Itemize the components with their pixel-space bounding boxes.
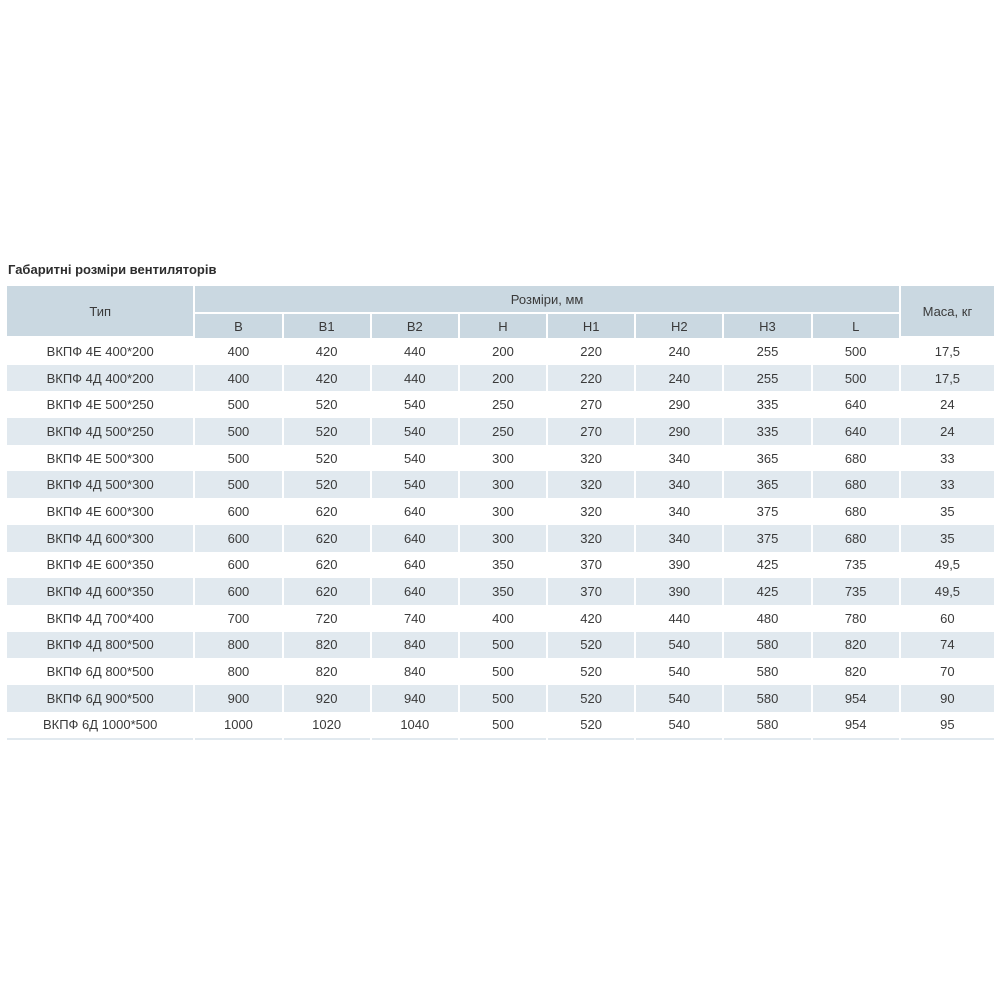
cell-h3: 255 <box>756 343 779 359</box>
cell-h2: 540 <box>636 685 722 712</box>
cell-h: 500 <box>460 712 546 741</box>
table-row <box>7 685 994 712</box>
cell-b2: 540 <box>372 418 458 445</box>
cell-mass: 33 <box>901 471 994 498</box>
cell-type: ВКПФ 4Д 600*300 <box>7 525 193 552</box>
cell-b1: 420 <box>315 343 338 359</box>
cell-h: 250 <box>460 418 546 445</box>
cell-h: 300 <box>492 450 514 466</box>
cell-h1: 520 <box>548 685 634 712</box>
cell-l: 640 <box>813 418 899 445</box>
cell-h: 350 <box>460 578 546 605</box>
cell-l: 820 <box>813 632 899 659</box>
cell-h2: 440 <box>668 610 691 626</box>
table-row <box>7 418 994 445</box>
cell-mass: 90 <box>901 685 994 712</box>
cell-b: 1000 <box>195 712 281 741</box>
cell-h1: 520 <box>580 664 602 680</box>
cell-b: 900 <box>195 685 281 712</box>
cell-l: 500 <box>813 365 899 392</box>
table-row <box>7 658 994 685</box>
cell-h1: 520 <box>548 632 634 659</box>
cell-mass: 70 <box>940 664 955 680</box>
cell-type: ВКПФ 4Д 600*350 <box>7 578 193 605</box>
cell-l: 500 <box>844 343 867 359</box>
cell-mass: 35 <box>940 503 955 519</box>
cell-type: ВКПФ 4Е 500*250 <box>46 397 154 413</box>
cell-h: 300 <box>460 471 546 498</box>
column-header-h2: H2 <box>636 314 722 338</box>
cell-l: 954 <box>813 712 899 741</box>
cell-h3: 580 <box>724 632 810 659</box>
cell-mass: 49,5 <box>934 557 961 573</box>
cell-b2: 1040 <box>372 712 458 741</box>
cell-mass: 74 <box>901 632 994 659</box>
cell-b1: 420 <box>284 365 370 392</box>
cell-b: 600 <box>195 525 281 552</box>
cell-h3: 580 <box>756 664 779 680</box>
cell-b: 700 <box>227 610 250 626</box>
cell-mass: 33 <box>940 450 955 466</box>
cell-b: 600 <box>227 557 250 573</box>
cell-h: 200 <box>492 343 514 359</box>
cell-type: ВКПФ 4Д 400*200 <box>7 365 193 392</box>
cell-h2: 340 <box>668 503 691 519</box>
cell-h1: 320 <box>548 471 634 498</box>
cell-l: 680 <box>813 525 899 552</box>
cell-b: 800 <box>195 632 281 659</box>
cell-h3: 365 <box>756 450 779 466</box>
cell-b: 500 <box>195 418 281 445</box>
fan-dimensions-table <box>5 286 996 740</box>
cell-mass: 24 <box>901 418 994 445</box>
cell-b2: 640 <box>372 578 458 605</box>
cell-type: ВКПФ 6Д 900*500 <box>7 685 193 712</box>
cell-b1: 820 <box>315 664 338 680</box>
cell-h2: 540 <box>668 664 691 680</box>
cell-h2: 540 <box>636 712 722 741</box>
cell-h1: 270 <box>548 418 634 445</box>
cell-b2: 540 <box>403 397 426 413</box>
cell-h3: 480 <box>756 610 779 626</box>
cell-b1: 1020 <box>284 712 370 741</box>
cell-h: 500 <box>460 685 546 712</box>
cell-b2: 640 <box>403 503 426 519</box>
cell-h3: 375 <box>756 503 779 519</box>
cell-b: 400 <box>227 343 250 359</box>
cell-h2: 340 <box>636 471 722 498</box>
cell-b2: 840 <box>372 632 458 659</box>
cell-type: ВКПФ 6Д 800*500 <box>46 664 154 680</box>
cell-b: 600 <box>227 503 250 519</box>
cell-b: 600 <box>195 578 281 605</box>
cell-type: ВКПФ 4Д 500*250 <box>7 418 193 445</box>
column-group-header-dimensions: Розміри, мм <box>195 286 898 314</box>
cell-h3: 255 <box>724 365 810 392</box>
cell-b1: 620 <box>315 557 338 573</box>
cell-b2: 640 <box>372 525 458 552</box>
cell-b1: 720 <box>315 610 338 626</box>
cell-mass: 24 <box>940 397 955 413</box>
cell-h: 350 <box>492 557 514 573</box>
cell-h: 300 <box>492 503 514 519</box>
cell-b2: 440 <box>372 365 458 392</box>
cell-mass: 60 <box>940 610 955 626</box>
cell-b2: 640 <box>403 557 426 573</box>
cell-b2: 940 <box>372 685 458 712</box>
cell-b2: 540 <box>372 471 458 498</box>
cell-l: 680 <box>813 471 899 498</box>
cell-b1: 620 <box>284 578 370 605</box>
cell-h3: 425 <box>756 557 779 573</box>
cell-h: 300 <box>460 525 546 552</box>
cell-b: 500 <box>195 471 281 498</box>
cell-b2: 840 <box>403 664 426 680</box>
cell-type: ВКПФ 4Д 700*400 <box>46 610 154 626</box>
table-row <box>7 445 994 472</box>
table-row <box>7 712 994 741</box>
cell-l: 954 <box>813 685 899 712</box>
cell-h1: 220 <box>548 365 634 392</box>
cell-l: 820 <box>844 664 867 680</box>
table-row <box>7 498 994 525</box>
column-header-type: Тип <box>7 286 193 338</box>
cell-l: 640 <box>844 397 867 413</box>
cell-h: 400 <box>492 610 514 626</box>
table-row <box>7 391 994 418</box>
table-row <box>7 471 994 498</box>
cell-type: ВКПФ 4Д 500*300 <box>7 471 193 498</box>
column-header-mass: Маса, кг <box>901 286 994 338</box>
table-row <box>7 605 994 632</box>
cell-b: 500 <box>227 397 250 413</box>
cell-h1: 370 <box>580 557 602 573</box>
cell-b2: 440 <box>403 343 426 359</box>
cell-h2: 390 <box>636 578 722 605</box>
cell-mass: 35 <box>901 525 994 552</box>
cell-mass: 49,5 <box>901 578 994 605</box>
cell-h1: 320 <box>548 525 634 552</box>
cell-h: 200 <box>460 365 546 392</box>
cell-b1: 520 <box>284 471 370 498</box>
cell-b1: 820 <box>284 632 370 659</box>
cell-b1: 620 <box>315 503 338 519</box>
column-header-l: L <box>813 314 899 338</box>
cell-h1: 320 <box>580 450 602 466</box>
cell-h3: 580 <box>724 712 810 741</box>
cell-h2: 240 <box>668 343 691 359</box>
table-title: Габаритні розміри вентиляторів <box>8 262 217 277</box>
cell-b2: 740 <box>403 610 426 626</box>
cell-l: 735 <box>813 578 899 605</box>
cell-h: 500 <box>492 664 514 680</box>
table-row <box>7 632 994 659</box>
cell-h1: 420 <box>580 610 602 626</box>
column-header-b1: B1 <box>284 314 370 338</box>
cell-h3: 335 <box>724 418 810 445</box>
cell-type: ВКПФ 4Д 800*500 <box>7 632 193 659</box>
column-header-b2: B2 <box>372 314 458 338</box>
cell-h3: 365 <box>724 471 810 498</box>
cell-h1: 220 <box>580 343 602 359</box>
cell-l: 780 <box>844 610 867 626</box>
cell-h1: 520 <box>548 712 634 741</box>
cell-h1: 270 <box>580 397 602 413</box>
column-header-b: B <box>195 314 281 338</box>
cell-h3: 425 <box>724 578 810 605</box>
cell-l: 680 <box>844 450 867 466</box>
cell-h: 250 <box>492 397 514 413</box>
cell-type: ВКПФ 4Е 600*350 <box>46 557 154 573</box>
cell-b1: 520 <box>284 418 370 445</box>
cell-type: ВКПФ 4Е 500*300 <box>46 450 154 466</box>
cell-mass: 17,5 <box>934 343 961 359</box>
cell-b: 400 <box>195 365 281 392</box>
cell-b1: 920 <box>284 685 370 712</box>
table-row <box>7 552 994 579</box>
cell-h2: 390 <box>668 557 691 573</box>
column-header-h3: H3 <box>724 314 810 338</box>
cell-h3: 335 <box>756 397 779 413</box>
cell-h3: 580 <box>724 685 810 712</box>
table-row <box>7 365 994 392</box>
cell-b1: 620 <box>284 525 370 552</box>
cell-h: 500 <box>460 632 546 659</box>
table-row <box>7 338 994 365</box>
cell-h2: 290 <box>636 418 722 445</box>
cell-h1: 370 <box>548 578 634 605</box>
column-header-h: H <box>460 314 546 338</box>
cell-h2: 540 <box>636 632 722 659</box>
cell-b2: 540 <box>403 450 426 466</box>
cell-h3: 375 <box>724 525 810 552</box>
cell-type: ВКПФ 4Е 400*200 <box>46 343 154 359</box>
table-body <box>7 338 994 740</box>
cell-l: 680 <box>844 503 867 519</box>
cell-h2: 240 <box>636 365 722 392</box>
cell-type: ВКПФ 6Д 1000*500 <box>7 712 193 741</box>
table-row <box>7 578 994 605</box>
cell-type: ВКПФ 4Е 600*300 <box>46 503 154 519</box>
cell-b1: 520 <box>315 397 338 413</box>
cell-b: 500 <box>227 450 250 466</box>
cell-b: 800 <box>227 664 250 680</box>
table-row <box>7 525 994 552</box>
cell-h2: 340 <box>636 525 722 552</box>
cell-mass: 95 <box>901 712 994 741</box>
cell-b1: 520 <box>315 450 338 466</box>
cell-h2: 340 <box>668 450 691 466</box>
cell-h1: 320 <box>580 503 602 519</box>
cell-l: 735 <box>844 557 867 573</box>
cell-mass: 17,5 <box>901 365 994 392</box>
column-header-h1: H1 <box>548 314 634 338</box>
cell-h2: 290 <box>668 397 691 413</box>
